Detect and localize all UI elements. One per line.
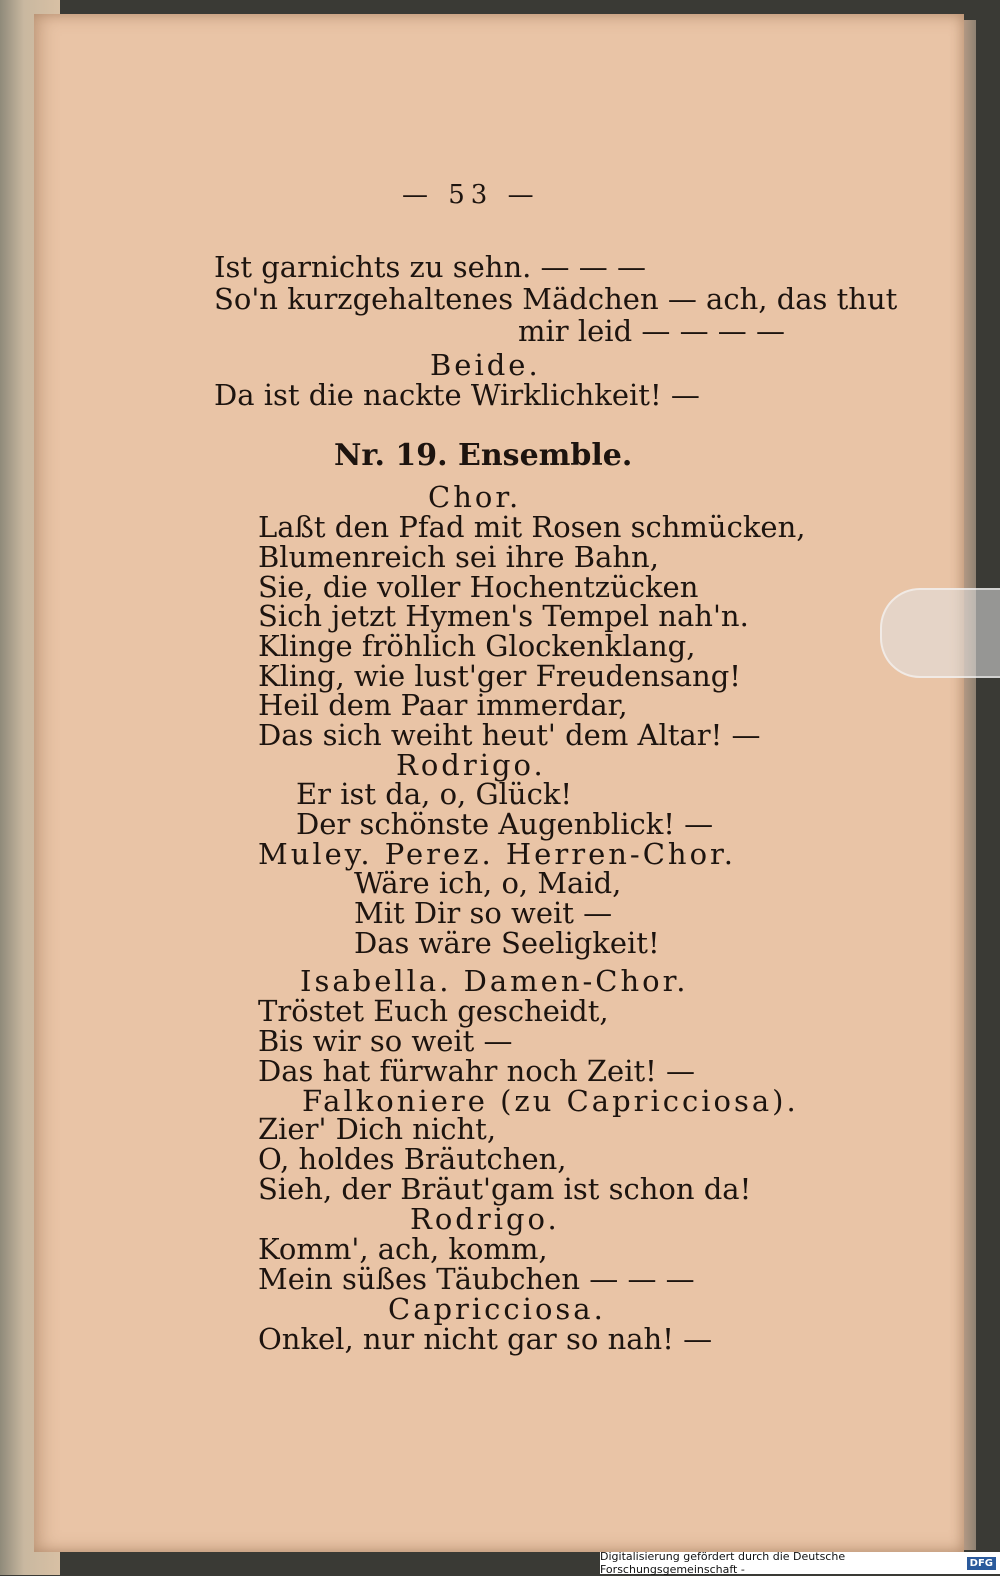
text-line: Der schönste Augenblick! — xyxy=(296,807,714,841)
text-line: Laßt den Pfad mit Rosen schmücken, xyxy=(258,510,806,544)
text-line: Sich jetzt Hymen's Tempel nah'n. xyxy=(258,599,749,633)
speaker-label: Capricciosa. xyxy=(388,1292,606,1326)
text-line: Mein süßes Täubchen — — — xyxy=(258,1262,695,1296)
speaker-label: Beide. xyxy=(430,348,541,382)
text-line: Blumenreich sei ihre Bahn, xyxy=(258,540,659,574)
digitization-credit xyxy=(600,1552,1000,1574)
text-line: Das sich weiht heut' dem Altar! — xyxy=(258,718,761,752)
speaker-label: Falkoniere (zu Capricciosa). xyxy=(302,1084,799,1118)
text-line: Klinge fröhlich Glockenklang, xyxy=(258,629,696,663)
credit-text: Digitalisierung gefördert durch die Deutsche Forschungsgemeinschaft - xyxy=(600,1550,846,1576)
text-line: Wäre ich, o, Maid, xyxy=(354,866,622,900)
text-line: Mit Dir so weit — xyxy=(354,896,613,930)
text-line: Da ist die nackte Wirklichkeit! — xyxy=(214,378,700,412)
text-line: Tröstet Euch gescheidt, xyxy=(258,994,609,1028)
dfg-logo: DFG xyxy=(967,1557,996,1570)
paper-clip xyxy=(880,588,1000,678)
book-page xyxy=(34,14,964,1552)
page-edge xyxy=(962,20,976,1550)
text-line: Komm', ach, komm, xyxy=(258,1232,548,1266)
text-line: So'n kurzgehaltenes Mädchen — ach, das thut xyxy=(214,282,898,316)
speaker-label: Rodrigo. xyxy=(410,1202,560,1236)
speaker-label: Isabella. Damen-Chor. xyxy=(300,964,689,998)
text-line: Das hat fürwahr noch Zeit! — xyxy=(258,1054,696,1088)
text-line: Zier' Dich nicht, xyxy=(258,1112,497,1146)
text-line: Sie, die voller Hochentzücken xyxy=(258,570,699,604)
text-line: Das wäre Seeligkeit! xyxy=(354,926,660,960)
speaker-label: Chor. xyxy=(428,480,522,514)
speaker-label: Muley. Perez. Herren-Chor. xyxy=(258,837,736,871)
text-line: Er ist da, o, Glück! xyxy=(296,777,573,811)
page-number: — 53 — xyxy=(402,180,540,210)
text-line: Onkel, nur nicht gar so nah! — xyxy=(258,1322,713,1356)
section-heading: Nr. 19. Ensemble. xyxy=(334,438,633,473)
text-line: Ist garnichts zu sehn. — — — xyxy=(214,250,646,284)
text-line: Kling, wie lust'ger Freudensang! xyxy=(258,659,741,693)
text-line: O, holdes Bräutchen, xyxy=(258,1142,567,1176)
page-text xyxy=(34,14,964,1552)
text-line: Heil dem Paar immerdar, xyxy=(258,688,628,722)
text-line: Sieh, der Bräut'gam ist schon da! xyxy=(258,1172,752,1206)
speaker-label: Rodrigo. xyxy=(396,748,546,782)
text-line: mir leid — — — — xyxy=(518,314,786,348)
text-line: Bis wir so weit — xyxy=(258,1024,513,1058)
